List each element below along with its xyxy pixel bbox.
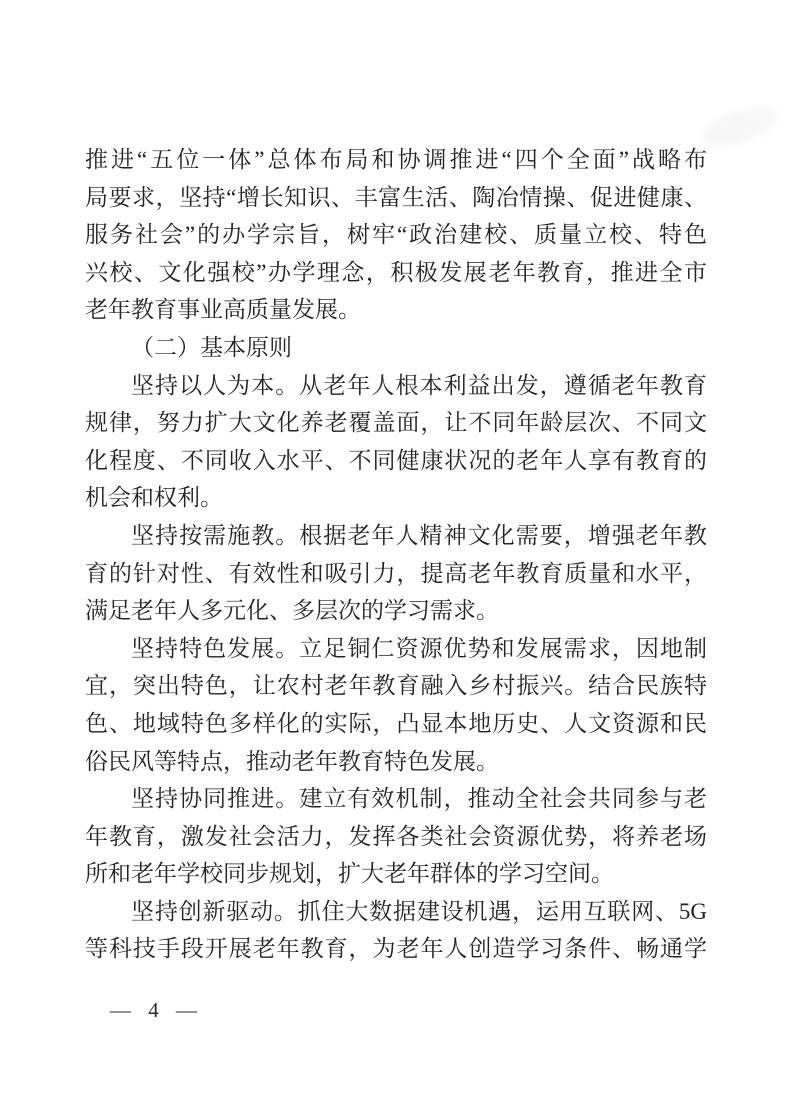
scan-smudge-artifact <box>697 101 780 154</box>
text-line: （二）基本原则 <box>131 334 292 360</box>
text-line: 坚持协同推进。建立有效机制，推动全社会共同参与老 <box>131 786 707 812</box>
text-line: 满足老年人多元化、多层次的学习需求。 <box>85 598 499 624</box>
text-line: 服务社会”的办学宗旨，树牢“政治建校、质量立校、特色 <box>85 222 707 248</box>
text-line: 推进“五位一体”总体布局和协调推进“四个全面”战略布 <box>85 147 707 172</box>
text-line: 化程度、不同收入水平、不同健康状况的老年人享有教育的 <box>85 447 707 473</box>
text-line: 机会和权利。 <box>85 485 223 511</box>
text-line: 俗民风等特点，推动老年教育特色发展。 <box>85 748 499 774</box>
text-line: 宜，突出特色，让农村老年教育融入乡村振兴。结合民族特 <box>85 673 707 699</box>
text-line: 坚持特色发展。立足铜仁资源优势和发展需求，因地制 <box>131 635 707 661</box>
text-line: 等科技手段开展老年教育，为老年人创造学习条件、畅通学 <box>85 936 707 962</box>
text-line: 坚持以人为本。从老年人根本利益出发，遵循老年教育 <box>131 372 707 398</box>
page-number: — 4 — <box>110 998 203 1022</box>
text-line: 色、地域特色多样化的实际，凸显本地历史、人文资源和民 <box>85 710 707 736</box>
text-line: 兴校、文化强校”办学理念，积极发展老年教育，推进全市 <box>85 259 707 285</box>
text-line: 规律，努力扩大文化养老覆盖面，让不同年龄层次、不同文 <box>85 410 707 436</box>
text-line: 坚持创新驱动。抓住大数据建设机遇，运用互联网、5G <box>131 898 707 924</box>
text-line: 所和老年学校同步规划，扩大老年群体的学习空间。 <box>85 861 614 887</box>
text-line: 坚持按需施教。根据老年人精神文化需要，增强老年教 <box>131 522 707 548</box>
text-line: 育的针对性、有效性和吸引力，提高老年教育质量和水平， <box>85 560 707 586</box>
text-line: 局要求，坚持“增长知识、丰富生活、陶冶情操、促进健康、 <box>85 184 707 210</box>
document-body <box>85 141 707 968</box>
text-line: 老年教育事业高质量发展。 <box>85 297 361 323</box>
text-line: 年教育，激发社会活力，发挥各类社会资源优势，将养老场 <box>85 823 707 849</box>
